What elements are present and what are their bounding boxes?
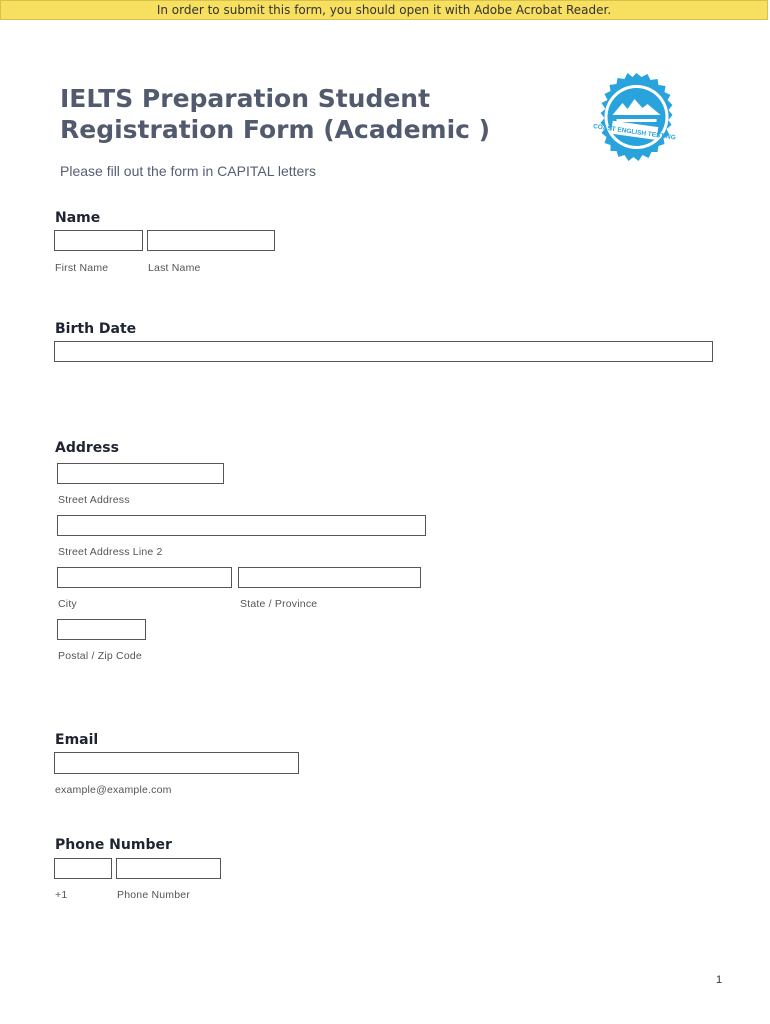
address-label: Address (55, 440, 119, 456)
first-name-caption: First Name (55, 262, 109, 274)
birth-date-label: Birth Date (55, 321, 137, 337)
street-address-line2-input[interactable] (57, 515, 426, 536)
email-label: Email (55, 732, 99, 748)
state-province-caption: State / Province (240, 598, 318, 610)
birth-date-input[interactable] (54, 341, 713, 362)
postal-zip-input[interactable] (57, 619, 146, 640)
page-number: 1 (716, 974, 723, 986)
phone-number-label: Phone Number (55, 837, 172, 853)
street-address-input[interactable] (57, 463, 224, 484)
state-province-input[interactable] (238, 567, 421, 588)
city-input[interactable] (57, 567, 232, 588)
phone-area-code-input[interactable] (54, 858, 112, 879)
last-name-caption: Last Name (148, 262, 201, 274)
postal-zip-caption: Postal / Zip Code (58, 650, 142, 662)
street-address-caption: Street Address (58, 494, 130, 506)
coast-english-testing-logo (588, 72, 685, 162)
phone-number-input[interactable] (116, 858, 221, 879)
email-caption: example@example.com (55, 784, 172, 796)
form-title: IELTS Preparation Student Registration Form (Academic ) (60, 84, 491, 144)
form-subtitle: Please fill out the form in CAPITAL letters (60, 163, 316, 179)
street-address-line2-caption: Street Address Line 2 (58, 546, 163, 558)
city-caption: City (58, 598, 77, 610)
name-label: Name (55, 210, 101, 226)
phone-code-caption: +1 (55, 889, 68, 901)
last-name-input[interactable] (147, 230, 275, 251)
logo-text: COAST ENGLISH TESTING (592, 123, 677, 142)
first-name-input[interactable] (54, 230, 143, 251)
phone-number-caption: Phone Number (117, 889, 191, 901)
acrobat-notice-banner: In order to submit this form, you should open it with Adobe Acrobat Reader. (0, 0, 768, 20)
email-input[interactable] (54, 752, 299, 774)
